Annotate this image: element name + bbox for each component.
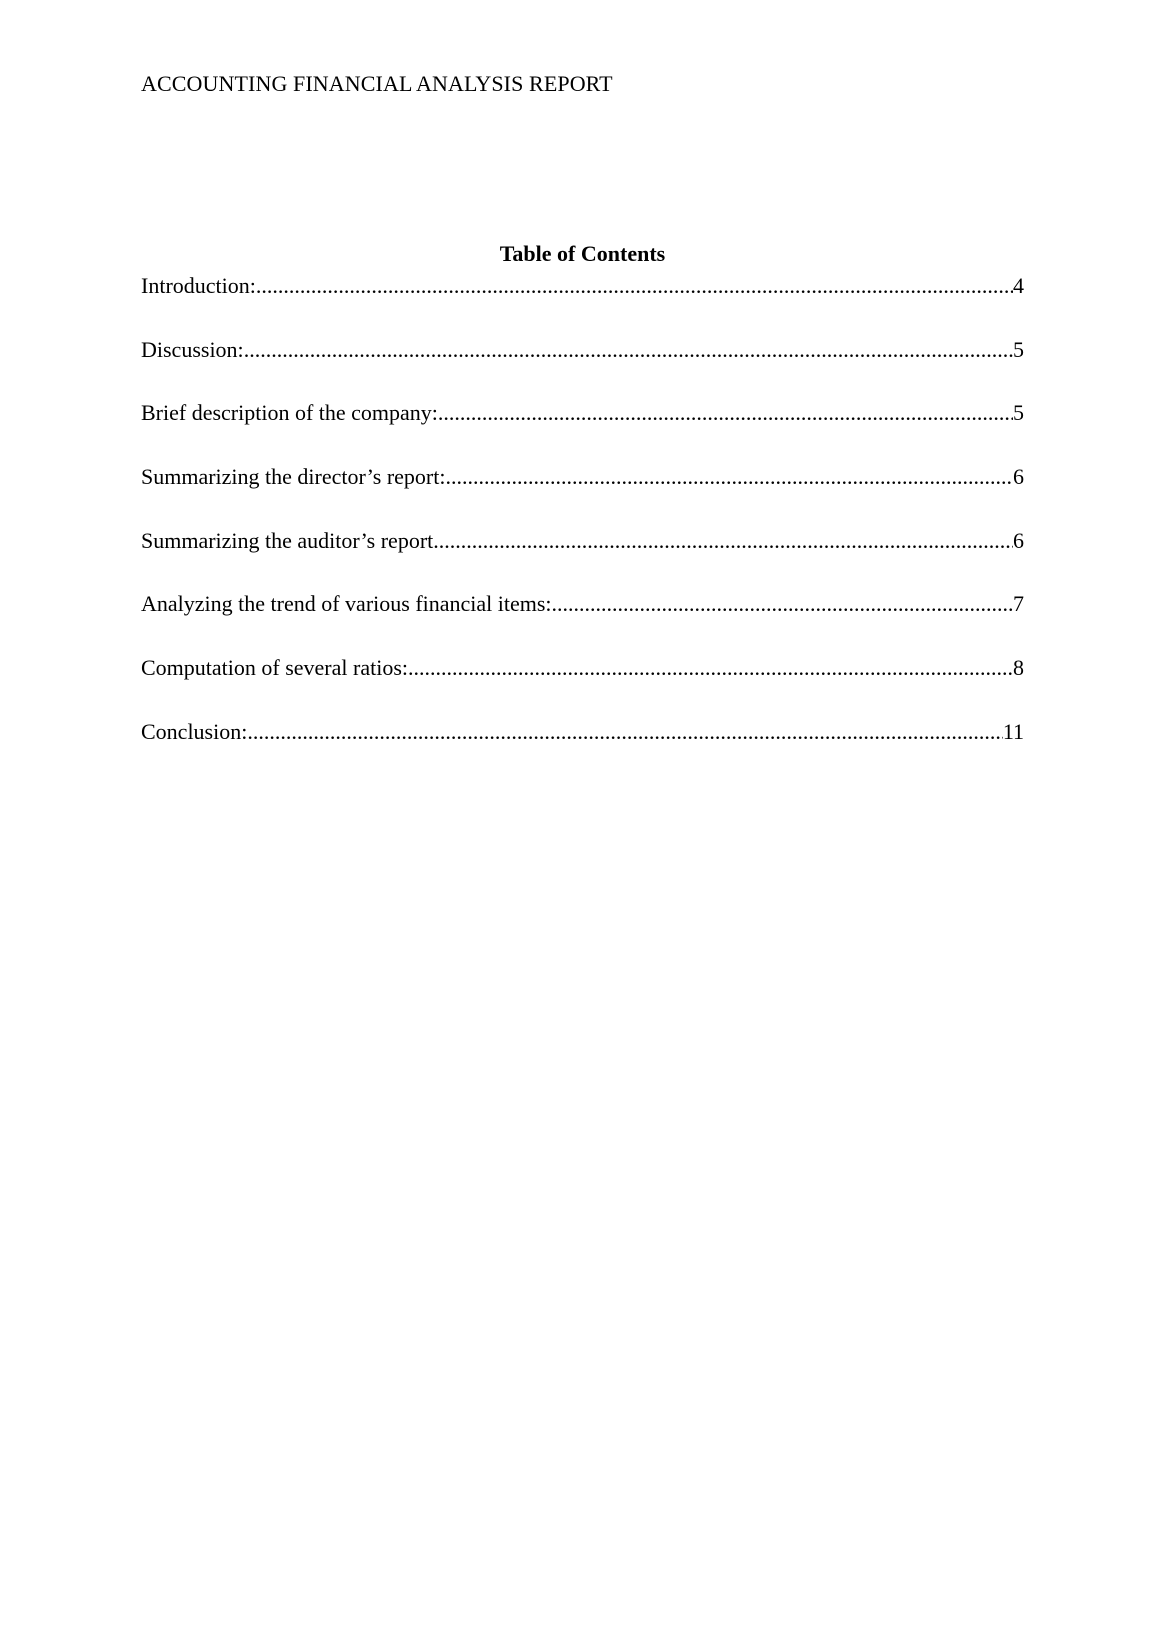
toc-entry-text: Conclusion: <box>141 718 248 744</box>
toc-page-number: 6 <box>1013 464 1024 490</box>
dot-leader <box>408 654 1013 682</box>
toc-title: Table of Contents <box>499 241 666 266</box>
toc-entry-company-description[interactable] <box>141 399 1024 463</box>
table-of-contents <box>141 272 1024 782</box>
toc-entry-introduction[interactable] <box>141 272 1024 336</box>
toc-page-number: 7 <box>1013 591 1024 617</box>
toc-page-number: 8 <box>1013 655 1024 681</box>
toc-entry-auditors-report[interactable] <box>141 527 1024 591</box>
toc-page-number: 11 <box>1002 718 1024 744</box>
toc-page-number: 5 <box>1013 336 1024 362</box>
toc-entry-text: Computation of several ratios: <box>141 655 408 681</box>
toc-entry-directors-report[interactable] <box>141 463 1024 527</box>
running-header: ACCOUNTING FINANCIAL ANALYSIS REPORT <box>141 71 613 96</box>
dot-leader <box>244 336 1013 364</box>
dot-leader <box>445 463 1013 491</box>
toc-page-number: 4 <box>1013 273 1024 298</box>
toc-entry-text: Summarizing the auditor’s report <box>141 527 434 553</box>
dot-leader <box>247 718 1002 746</box>
toc-entry-ratios[interactable] <box>141 654 1024 718</box>
toc-entry-text: Discussion: <box>141 336 244 362</box>
dot-leader <box>433 527 1013 555</box>
toc-entry-text: Analyzing the trend of various financial items: <box>141 591 552 617</box>
dot-leader <box>438 399 1013 427</box>
toc-entry-financial-trends[interactable] <box>141 590 1024 654</box>
toc-page-number: 6 <box>1013 527 1024 553</box>
toc-entry-text: Introduction: <box>141 273 256 298</box>
toc-entry-discussion[interactable] <box>141 336 1024 400</box>
dot-leader <box>256 272 1013 300</box>
dot-leader <box>552 590 1013 618</box>
toc-entry-conclusion[interactable] <box>141 718 1024 782</box>
toc-page-number: 5 <box>1013 400 1024 426</box>
toc-entry-text: Brief description of the company: <box>141 400 438 426</box>
toc-entry-text: Summarizing the director’s report: <box>141 464 446 490</box>
